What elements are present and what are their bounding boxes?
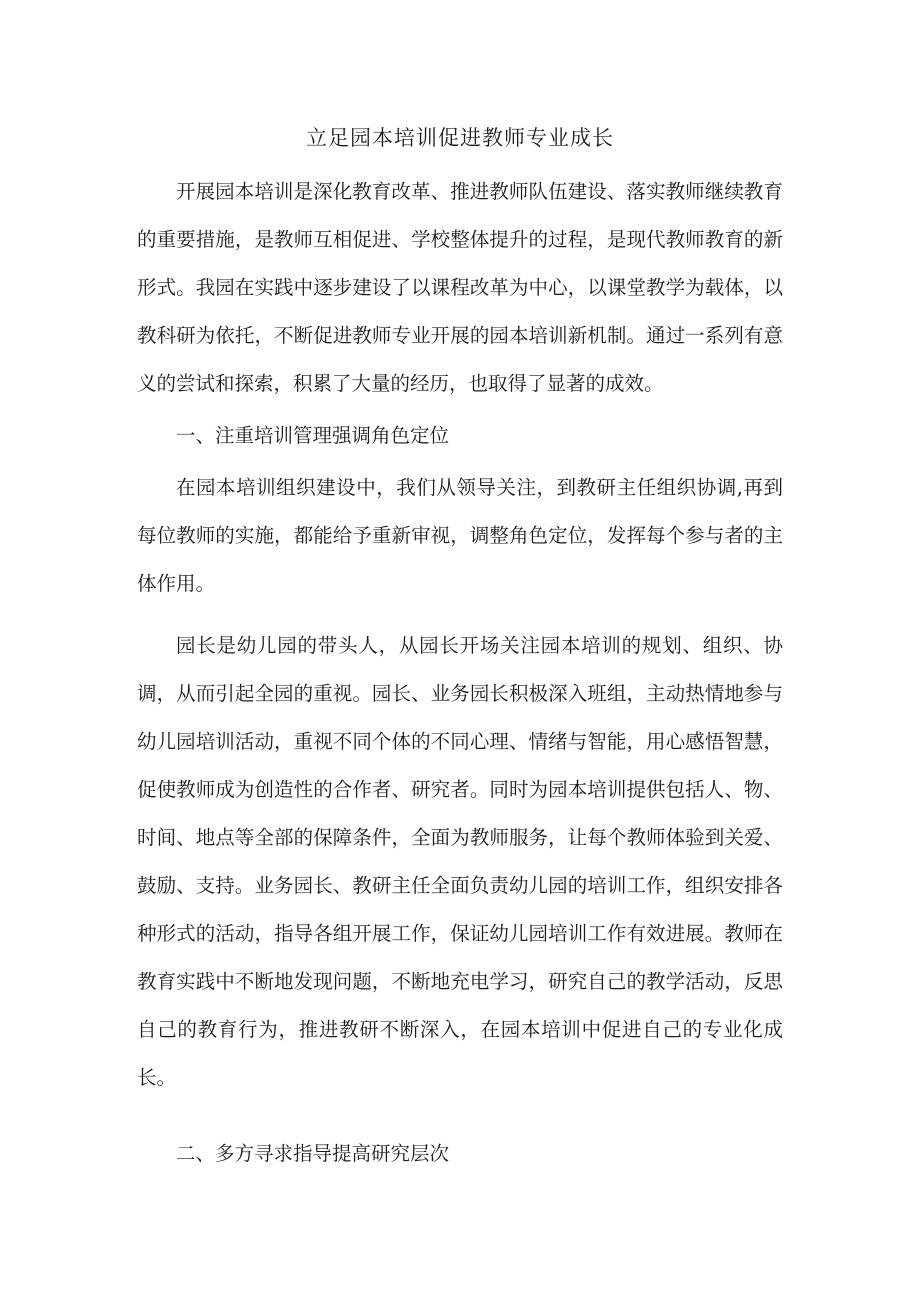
section-heading-2: 二、多方寻求指导提高研究层次 bbox=[176, 1142, 450, 1165]
spacer bbox=[137, 608, 783, 622]
document-title: 立足园本培训促进教师专业成长 bbox=[306, 126, 614, 150]
section-heading-1: 一、注重培训管理强调角色定位 bbox=[176, 424, 450, 447]
intro-paragraph: 开展园本培训是深化教育改革、推进教师队伍建设、落实教师继续教育的重要措施，是教师互相促进、学校整体提升的过程，是现代教师教育的新形式。我园在实践中逐步建设了以课程改革为中心，以课堂教学为载体，以教科研为依托，不断促进教师专业开展的园本培训新机制。通过一系列有意义的尝试和探索，积累了大量的经历，也取得了显著的成效。 bbox=[137, 180, 783, 395]
section-1-paragraph-1: 在园本培训组织建设中，我们从领导关注，到教研主任组织协调,再到每位教师的实施，都能给予重新审视，调整角色定位，发挥每个参与者的主体作用。 bbox=[137, 476, 783, 595]
section-1-paragraph-2: 园长是幼儿园的带头人，从园长开场关注园本培训的规划、组织、协调，从而引起全园的重视。园长、业务园长积极深入班组，主动热情地参与幼儿园培训活动，重视不同个体的不同心理、情绪与智能，用心感悟智慧，促使教师成为创造性的合作者、研究者。同时为园本培训提供包括人、物、时间、地点等全部的保障条件，全面为教师服务，让每个教师体验到关爱、鼓励、支持。业务园长、教研主任全面负责幼儿园的培训工作，组织安排各种形式的活动，指导各组开展工作，保证幼儿园培训工作有效进展。教师在教育实践中不断地发现问题，不断地充电学习，研究自己的教学活动，反思自己的教育行为，推进教研不断深入，在园本培训中促进自己的专业化成长。 bbox=[137, 634, 783, 1089]
spacer bbox=[137, 1102, 783, 1130]
